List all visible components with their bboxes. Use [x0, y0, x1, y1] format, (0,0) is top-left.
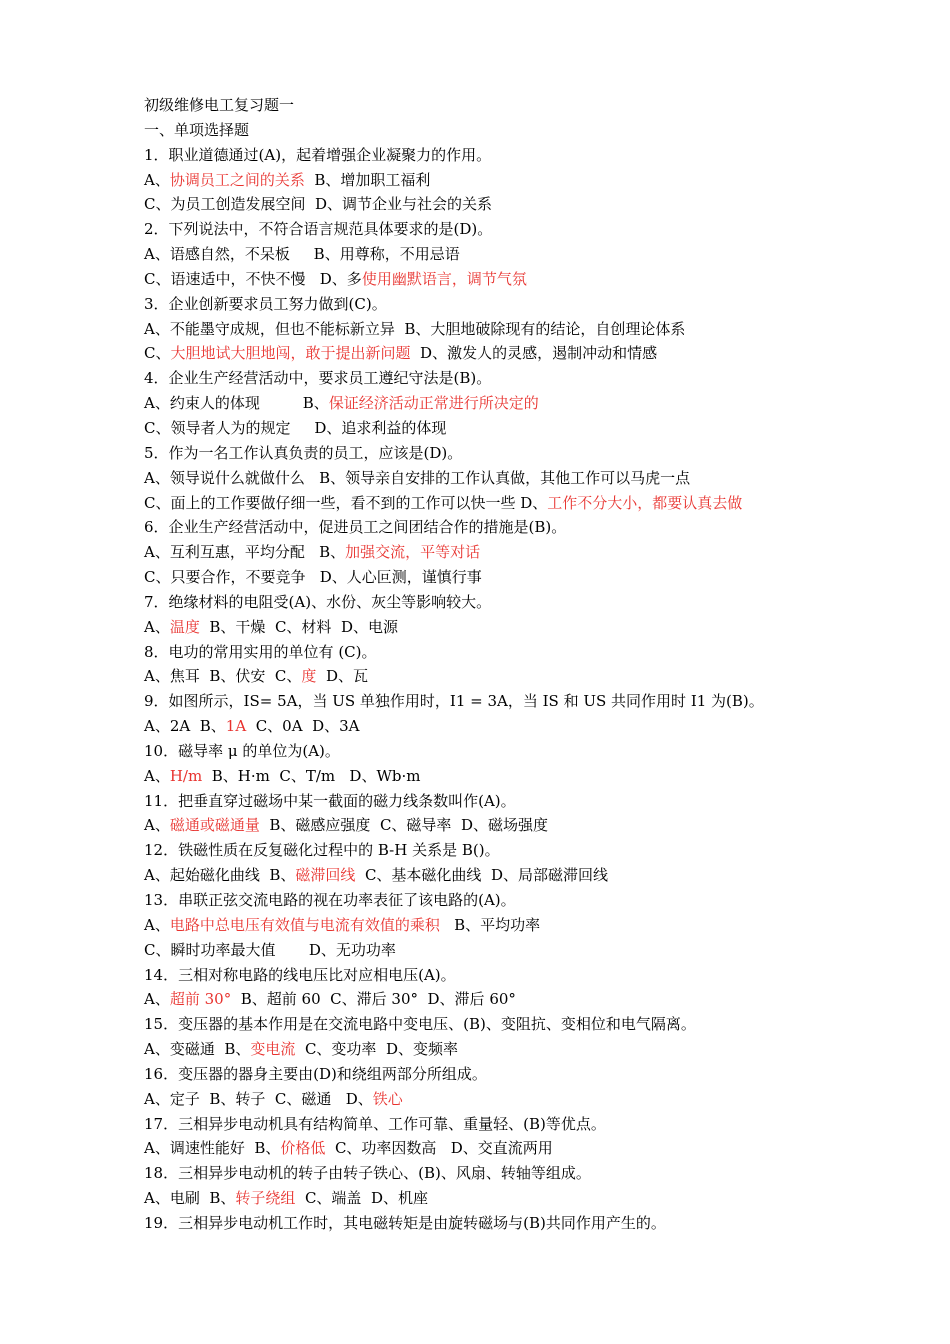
text-segment: A、 [144, 766, 170, 785]
text-line [144, 664, 844, 689]
text-line [144, 590, 844, 615]
text-segment: 14．三相对称电路的线电压比对应相电压(A)。 [144, 965, 456, 984]
text-segment: B、增加职工福利 [304, 170, 431, 189]
text-segment: A、2A B、 [144, 717, 226, 736]
text-segment: 5．作为一名工作认真负责的员工，应该是(D)。 [144, 443, 463, 462]
answer-highlight: 使用幽默语言，调节气氛 [361, 269, 527, 288]
answer-highlight: 价格低 [280, 1139, 326, 1158]
text-segment: A、 [144, 915, 170, 934]
text-segment: A、变磁通 B、 [144, 1040, 251, 1059]
text-segment: C、只要合作，不要竞争 D、人心叵测，谨慎行事 [144, 568, 482, 587]
text-line [144, 515, 844, 540]
text-line [144, 714, 844, 739]
text-segment: 1．职业道德通过(A)，起着增强企业凝聚力的作用。 [144, 145, 492, 164]
text-segment: A、电刷 B、 [144, 1189, 236, 1208]
answer-highlight: 保证经济活动正常进行所决定的 [328, 394, 539, 413]
text-segment: 一、单项选择题 [144, 120, 250, 139]
text-segment: D、激发人的灵感，遏制冲动和情感 [410, 344, 658, 363]
answer-highlight: 超前 30° [169, 990, 232, 1009]
text-segment: A、 [144, 816, 170, 835]
text-line [144, 1037, 844, 1062]
text-segment: C、变功率 D、变频率 [295, 1040, 458, 1059]
text-line [144, 341, 844, 366]
text-segment: 3．企业创新要求员工努力做到(C)。 [144, 294, 387, 313]
text-segment: C、端盖 D、机座 [295, 1189, 428, 1208]
text-segment: C、 [144, 344, 171, 363]
text-line [144, 615, 844, 640]
answer-highlight: 大胆地试大胆地闯，敢于提出新问题 [170, 344, 411, 363]
text-segment: 2．下列说法中，不符合语言规范具体要求的是(D)。 [144, 220, 493, 239]
text-segment: 13．串联正弦交流电路的视在功率表征了该电路的(A)。 [144, 891, 516, 909]
text-segment: A、领导说什么就做什么 B、领导亲自安排的工作认真做，其他工作可以马虎一点 [144, 468, 691, 487]
text-line [144, 838, 844, 863]
text-line [144, 540, 844, 565]
text-line [144, 888, 844, 913]
document-body [144, 93, 844, 1236]
text-line [144, 1186, 844, 1211]
text-segment: B、平均功率 [439, 915, 541, 934]
text-line [144, 267, 844, 292]
text-line [144, 317, 844, 342]
text-line [144, 1211, 844, 1236]
text-segment: 18．三相异步电动机的转子由转子铁心、(B)、风扇、转轴等组成。 [144, 1164, 591, 1183]
text-line [144, 689, 844, 714]
text-segment: A、起始磁化曲线 B、 [144, 866, 296, 885]
answer-highlight: 协调员工之间的关系 [169, 170, 305, 189]
text-line [144, 416, 844, 441]
text-line [144, 640, 844, 665]
text-segment: B、超前 60 C、滞后 30° D、滞后 60° [231, 990, 516, 1009]
text-segment: C、瞬时功率最大值 D、无功功率 [144, 940, 396, 959]
text-segment: A、焦耳 B、伏安 C、 [144, 667, 302, 686]
text-line [144, 466, 844, 491]
text-segment: A、 [144, 617, 170, 636]
text-line [144, 118, 844, 143]
text-segment: A、互利互惠，平均分配 B、 [144, 543, 346, 562]
text-segment: 6．企业生产经营活动中，促进员工之间团结合作的措施是(B)。 [144, 518, 567, 537]
text-line [144, 739, 844, 764]
answer-highlight: 变电流 [250, 1040, 296, 1059]
text-segment: 4．企业生产经营活动中，要求员工遵纪守法是(B)。 [144, 369, 492, 388]
text-segment: D、瓦 [316, 667, 368, 686]
text-segment: C、为员工创造发展空间 D、调节企业与社会的关系 [144, 195, 493, 214]
text-line [144, 565, 844, 590]
text-line [144, 963, 844, 988]
text-segment: B、H·m C、T/m D、Wb·m [202, 766, 421, 785]
text-segment: 11．把垂直穿过磁场中某一截面的磁力线条数叫作(A)。 [144, 791, 516, 810]
text-segment: 8．电功的常用实用的单位有 (C)。 [144, 642, 377, 661]
text-line [144, 1062, 844, 1087]
text-line [144, 168, 844, 193]
text-segment: B、磁感应强度 C、磁导率 D、磁场强度 [259, 816, 548, 835]
text-line [144, 1161, 844, 1186]
answer-highlight: 工作不分大小，都要认真去做 [547, 493, 743, 512]
text-segment: 9．如图所示，IS= 5A，当 US 单独作用时，I1 = 3A，当 IS 和 US 共同作用时 I1 为(B)。 [144, 692, 764, 711]
text-segment: B、干燥 C、材料 D、电源 [199, 617, 398, 636]
text-line [144, 192, 844, 217]
text-segment: C、0A D、3A [246, 717, 360, 736]
text-line [144, 292, 844, 317]
text-segment: C、语速适中，不快不慢 D、多 [144, 269, 362, 288]
text-segment: A、 [144, 990, 170, 1009]
text-line [144, 366, 844, 391]
text-segment: 15．变压器的基本作用是在交流电路中变电压、(B)、变阻抗、变相位和电气隔离。 [144, 1015, 696, 1034]
text-segment: C、领导者人为的规定 D、追求利益的体现 [144, 418, 447, 437]
text-segment: A、定子 B、转子 C、磁通 D、 [144, 1089, 373, 1108]
text-segment: 16．变压器的器身主要由(D)和绕组两部分所组成。 [144, 1064, 487, 1083]
text-line [144, 813, 844, 838]
text-line [144, 1087, 844, 1112]
text-line [144, 441, 844, 466]
text-segment: 7．绝缘材料的电阻受(A)、水份、灰尘等影响较大。 [144, 592, 492, 611]
text-segment: A、调速性能好 B、 [144, 1139, 281, 1158]
text-line [144, 93, 844, 118]
text-line [144, 913, 844, 938]
answer-highlight: 磁通或磁通量 [169, 816, 260, 835]
answer-highlight: 磁滞回线 [295, 866, 356, 885]
text-segment: A、 [144, 170, 170, 189]
text-segment: C、功率因数高 D、交直流两用 [325, 1139, 553, 1158]
answer-highlight: 温度 [169, 617, 200, 636]
answer-highlight: 电路中总电压有效值与电流有效值的乘积 [169, 915, 440, 934]
text-segment: 初级维修电工复习题一 [144, 96, 295, 114]
text-segment: C、基本磁化曲线 D、局部磁滞回线 [355, 866, 608, 885]
text-segment: A、语感自然，不呆板 B、用尊称，不用忌语 [144, 245, 460, 264]
text-segment: 19．三相异步电动机工作时，其电磁转矩是由旋转磁场与(B)共同作用产生的。 [144, 1213, 666, 1232]
text-line [144, 987, 844, 1012]
answer-highlight: 度 [301, 667, 317, 686]
text-line [144, 1136, 844, 1161]
text-line [144, 764, 844, 789]
text-line [144, 1112, 844, 1137]
text-line [144, 863, 844, 888]
text-line [144, 143, 844, 168]
answer-highlight: 加强交流，平等对话 [345, 543, 481, 562]
text-segment: C、面上的工作要做仔细一些，看不到的工作可以快一些 D、 [144, 493, 548, 512]
text-line [144, 938, 844, 963]
answer-highlight: 铁心 [372, 1089, 403, 1108]
text-segment: 17．三相异步电动机具有结构简单、工作可靠、重量轻、(B)等优点。 [144, 1114, 606, 1133]
text-line [144, 217, 844, 242]
text-line [144, 491, 844, 516]
text-line [144, 242, 844, 267]
text-segment: A、不能墨守成规，但也不能标新立异 B、大胆地破除现有的结论，自创理论体系 [144, 319, 686, 338]
text-segment: 12．铁磁性质在反复磁化过程中的 B-H 关系是 B()。 [144, 841, 500, 860]
text-line [144, 789, 844, 814]
answer-highlight: 转子绕组 [235, 1189, 296, 1208]
text-segment: A、约束人的体现 B、 [144, 394, 329, 413]
text-line [144, 1012, 844, 1037]
answer-highlight: H/m [169, 766, 203, 785]
text-segment: 10．磁导率 μ 的单位为(A)。 [144, 741, 340, 760]
answer-highlight: 1A [225, 717, 247, 736]
text-line [144, 391, 844, 416]
